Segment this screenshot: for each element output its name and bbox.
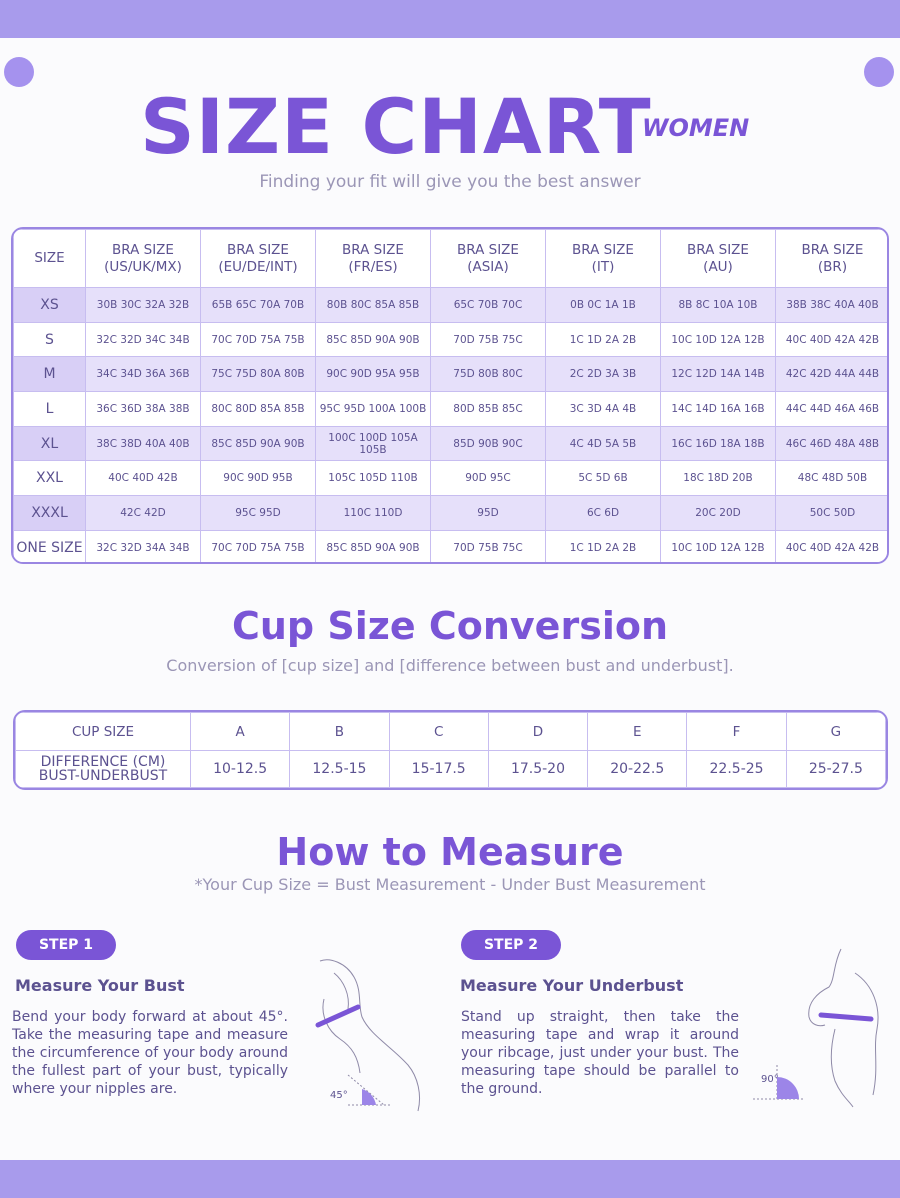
bra-size-cell: 32C 32D 34C 34B	[86, 322, 201, 357]
size-table-header-1	[86, 230, 201, 288]
header-line1: BRA SIZE	[227, 241, 289, 258]
cup-letter-cell: G	[786, 713, 885, 751]
step1-text: Bend your body forward at about 45°. Take the measuring tape and measure the circumference of your body around the fullest part of your bust, typically where your nipples are.	[12, 1009, 288, 1097]
table-row	[14, 530, 890, 564]
bra-size-cell: 70D 75B 75C	[431, 322, 546, 357]
top-band	[0, 0, 900, 38]
size-label-cell: XXL	[14, 461, 86, 496]
bra-size-cell: 40C 40D 42A 42B	[776, 530, 890, 564]
size-table-header-5	[546, 230, 661, 288]
bra-size-cell: 5C 5D 6B	[546, 461, 661, 496]
bra-size-cell: 85C 85D 90A 90B	[316, 322, 431, 357]
header-line2: (FR/ES)	[348, 258, 398, 275]
women-badge: WOMEN	[642, 114, 750, 142]
table-row	[14, 392, 890, 427]
difference-label-line2: BUST-UNDERBUST	[38, 768, 168, 784]
size-label-cell: ONE SIZE	[14, 530, 86, 564]
header-line2: (ASIA)	[467, 258, 509, 275]
header-line1: SIZE	[34, 250, 65, 266]
difference-label-line1: DIFFERENCE (CM)	[40, 754, 166, 770]
cup-size-row	[16, 713, 886, 751]
size-label-cell: L	[14, 392, 86, 427]
difference-cell: 10-12.5	[191, 751, 290, 788]
difference-cell: 20-22.5	[588, 751, 687, 788]
difference-cell: 25-27.5	[786, 751, 885, 788]
difference-label	[16, 751, 191, 788]
bra-size-cell: 95C 95D	[201, 496, 316, 531]
difference-cell: 15-17.5	[389, 751, 488, 788]
difference-cell: 12.5-15	[290, 751, 389, 788]
table-row	[14, 496, 890, 531]
bra-size-cell: 10C 10D 12A 12B	[661, 322, 776, 357]
step2-illustration	[745, 945, 890, 1110]
bra-size-cell: 100C 100D 105A 105B	[316, 426, 431, 461]
bra-size-cell: 38C 38D 40A 40B	[86, 426, 201, 461]
table-row	[14, 357, 890, 392]
table-row	[14, 461, 890, 496]
step1-title: Measure Your Bust	[15, 976, 185, 995]
bra-size-cell: 85C 85D 90A 90B	[316, 530, 431, 564]
bra-size-cell: 85D 90B 90C	[431, 426, 546, 461]
bra-size-cell: 48C 48D 50B	[776, 461, 890, 496]
size-table-header-row	[14, 230, 890, 288]
size-table-header-7	[776, 230, 890, 288]
header-line2: (EU/DE/INT)	[218, 258, 298, 275]
page-title: SIZE CHART	[140, 82, 652, 171]
bra-size-cell: 6C 6D	[546, 496, 661, 531]
header-line1: BRA SIZE	[572, 241, 634, 258]
bra-size-cell: 65C 70B 70C	[431, 288, 546, 323]
corner-dot-left	[4, 57, 34, 87]
header-line2: (AU)	[703, 258, 733, 275]
bra-size-cell: 36C 36D 38A 38B	[86, 392, 201, 427]
corner-dot-right	[864, 57, 894, 87]
bra-size-cell: 14C 14D 16A 16B	[661, 392, 776, 427]
header-line1: BRA SIZE	[112, 241, 174, 258]
table-row	[14, 288, 890, 323]
cup-letter-cell: D	[488, 713, 587, 751]
bra-size-cell: 2C 2D 3A 3B	[546, 357, 661, 392]
measure-section-title: How to Measure	[276, 830, 624, 874]
bra-size-cell: 30B 30C 32A 32B	[86, 288, 201, 323]
bra-size-cell: 1C 1D 2A 2B	[546, 530, 661, 564]
header-line1: BRA SIZE	[457, 241, 519, 258]
difference-row	[16, 751, 886, 788]
bra-size-cell: 85C 85D 90A 90B	[201, 426, 316, 461]
cup-letter-cell: F	[687, 713, 786, 751]
bra-size-cell: 70D 75B 75C	[431, 530, 546, 564]
header-line2: (BR)	[817, 258, 848, 275]
difference-cell: 17.5-20	[488, 751, 587, 788]
table-row	[14, 426, 890, 461]
cup-section-title: Cup Size Conversion	[231, 604, 669, 648]
bra-size-cell: 18C 18D 20B	[661, 461, 776, 496]
bra-size-cell: 46C 46D 48A 48B	[776, 426, 890, 461]
size-label-cell: S	[14, 322, 86, 357]
bra-size-cell: 38B 38C 40A 40B	[776, 288, 890, 323]
bra-size-cell: 75C 75D 80A 80B	[201, 357, 316, 392]
cup-letter-cell: C	[389, 713, 488, 751]
step1-pill: STEP 1	[16, 930, 116, 960]
cup-table	[13, 710, 888, 790]
bra-size-cell: 42C 42D	[86, 496, 201, 531]
header-line1: BRA SIZE	[801, 241, 864, 258]
bra-size-cell: 42C 42D 44A 44B	[776, 357, 890, 392]
step2-pill: STEP 2	[461, 930, 561, 960]
bra-size-cell: 10C 10D 12A 12B	[661, 530, 776, 564]
header-line1: BRA SIZE	[687, 241, 749, 258]
bra-size-cell: 90C 90D 95A 95B	[316, 357, 431, 392]
bra-size-cell: 0B 0C 1A 1B	[546, 288, 661, 323]
step1-angle-label: 45°	[330, 1090, 348, 1101]
bra-size-cell: 50C 50D	[776, 496, 890, 531]
step2-title: Measure Your Underbust	[460, 976, 684, 995]
bra-size-cell: 44C 44D 46A 46B	[776, 392, 890, 427]
cup-letter-cell: A	[191, 713, 290, 751]
cup-letter-cell: E	[588, 713, 687, 751]
cup-section-subtitle: Conversion of [cup size] and [difference between bust and underbust].	[166, 656, 734, 675]
size-table-header-2	[201, 230, 316, 288]
bra-size-cell: 1C 1D 2A 2B	[546, 322, 661, 357]
step2-angle-label: 90°	[761, 1074, 779, 1085]
bra-size-cell: 65B 65C 70A 70B	[201, 288, 316, 323]
measure-section-subtitle: *Your Cup Size = Bust Measurement - Under Bust Measurement	[194, 875, 706, 894]
size-table-header-4	[431, 230, 546, 288]
size-label-cell: XS	[14, 288, 86, 323]
header-line2: (US/UK/MX)	[104, 258, 182, 275]
bra-size-cell: 3C 3D 4A 4B	[546, 392, 661, 427]
bra-size-cell: 16C 16D 18A 18B	[661, 426, 776, 461]
bra-size-cell: 80C 80D 85A 85B	[201, 392, 316, 427]
bra-size-cell: 80D 85B 85C	[431, 392, 546, 427]
bra-size-cell: 80B 80C 85A 85B	[316, 288, 431, 323]
header-line1: BRA SIZE	[342, 241, 404, 258]
bra-size-cell: 12C 12D 14A 14B	[661, 357, 776, 392]
difference-cell: 22.5-25	[687, 751, 786, 788]
step1-illustration	[300, 955, 440, 1115]
size-label-cell: M	[14, 357, 86, 392]
step2-text: Stand up straight, then take the measuring tape and wrap it around your ribcage, just under your bust. The measuring tape should be parallel to the ground.	[461, 1009, 739, 1097]
size-label-cell: XXXL	[14, 496, 86, 531]
bra-size-cell: 95C 95D 100A 100B	[316, 392, 431, 427]
bra-size-cell: 32C 32D 34A 34B	[86, 530, 201, 564]
bra-size-cell: 90D 95C	[431, 461, 546, 496]
bra-size-cell: 110C 110D	[316, 496, 431, 531]
bra-size-cell: 70C 70D 75A 75B	[201, 322, 316, 357]
bra-size-cell: 40C 40D 42A 42B	[776, 322, 890, 357]
size-table	[11, 227, 889, 564]
bra-size-cell: 8B 8C 10A 10B	[661, 288, 776, 323]
size-table-header-0	[14, 230, 86, 288]
bra-size-cell: 4C 4D 5A 5B	[546, 426, 661, 461]
size-table-header-6	[661, 230, 776, 288]
header-line2: (IT)	[591, 258, 615, 275]
bra-size-cell: 34C 34D 36A 36B	[86, 357, 201, 392]
bra-size-cell: 75D 80B 80C	[431, 357, 546, 392]
bottom-band	[0, 1160, 900, 1198]
bra-size-cell: 90C 90D 95B	[201, 461, 316, 496]
cup-size-label: CUP SIZE	[16, 713, 191, 751]
size-label-cell: XL	[14, 426, 86, 461]
bra-size-cell: 70C 70D 75A 75B	[201, 530, 316, 564]
cup-letter-cell: B	[290, 713, 389, 751]
bra-size-cell: 40C 40D 42B	[86, 461, 201, 496]
bra-size-cell: 105C 105D 110B	[316, 461, 431, 496]
table-row	[14, 322, 890, 357]
bra-size-cell: 95D	[431, 496, 546, 531]
page-subtitle: Finding your fit will give you the best answer	[259, 172, 641, 192]
size-table-header-3	[316, 230, 431, 288]
bra-size-cell: 20C 20D	[661, 496, 776, 531]
